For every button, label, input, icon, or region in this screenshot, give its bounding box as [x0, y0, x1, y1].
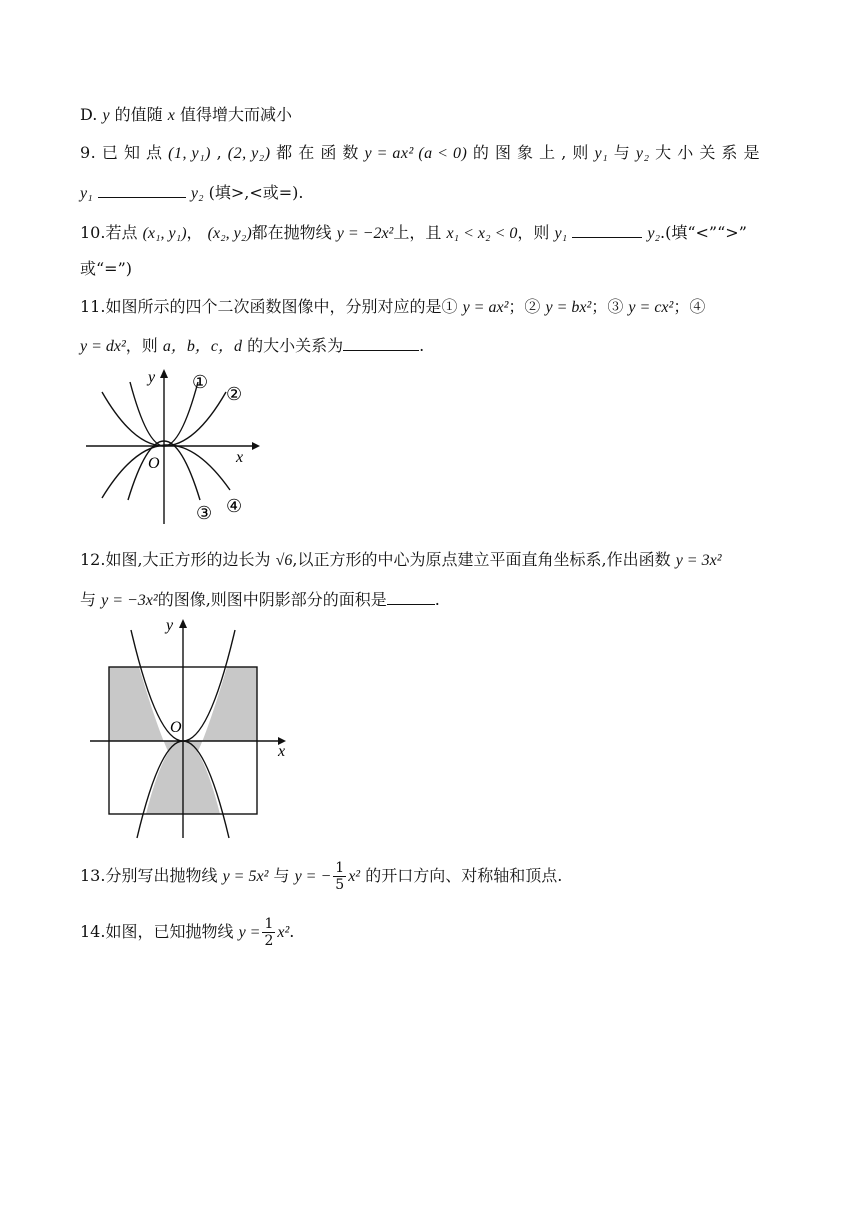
q9-line2-y1: y₁	[80, 185, 93, 202]
question-12-line2	[80, 588, 440, 611]
q11-f1: y = ax²	[462, 299, 509, 316]
q12-text3: 与	[80, 590, 97, 609]
fig12-origin-label: O	[170, 719, 182, 736]
q10-condition: x₁ < x₂ < 0	[446, 225, 518, 242]
q9-line2-y2: y₂	[190, 185, 204, 202]
q13-text3: 的开口方向、对称轴和顶点.	[365, 866, 563, 885]
q11-c2: ②	[524, 297, 541, 316]
q9-number: 9.	[80, 143, 97, 162]
q11-text1: 如图所示的四个二次函数图像中，分别对应的是	[105, 297, 442, 316]
fig12-axis-x-label: x	[278, 743, 286, 760]
fig11-curve-4	[102, 445, 230, 498]
fig11-label-1: ①	[192, 372, 209, 392]
q14-text1: 如图，已知抛物线	[105, 922, 234, 941]
q11-vars: a，b，c，d	[162, 338, 243, 355]
q10-function: y = −2x²	[336, 225, 394, 242]
fig11-axis-x-label: x	[236, 449, 244, 466]
fig11-label-3: ③	[196, 503, 213, 523]
q13-text2: 与	[273, 866, 290, 885]
q13-number: 13.	[80, 866, 106, 885]
q9-answer-blank[interactable]	[98, 181, 186, 198]
q9-y1: y₁	[594, 145, 609, 162]
question-14	[80, 916, 294, 949]
fig11-y-arrow	[160, 369, 168, 378]
option-d-label: D.	[80, 105, 98, 124]
q14-func-prefix: y =	[238, 924, 261, 941]
q13-func2-suffix: x²	[348, 868, 361, 885]
q9-point1: (1, y₁)	[168, 145, 211, 162]
q13-frac-den: 5	[335, 877, 345, 893]
q14-frac-num: 1	[264, 916, 274, 932]
q11-answer-blank[interactable]	[343, 334, 419, 351]
q12-func1: y = 3x²	[675, 552, 722, 569]
fig12-y-arrow	[179, 619, 187, 628]
q14-fraction	[262, 916, 275, 949]
q14-frac-den: 2	[264, 933, 274, 949]
q10-text4: ，则	[517, 223, 550, 242]
var-x: x	[167, 107, 175, 124]
q10-point1: (x₁, y₁)	[142, 225, 187, 242]
q9-point2: (2, y₂)	[227, 145, 271, 162]
q11-end: .	[419, 336, 425, 355]
option-d	[80, 105, 292, 126]
question-11-line1	[80, 297, 705, 318]
question-10-line2	[80, 259, 132, 279]
q11-c3: ③	[607, 297, 624, 316]
q11-text2: ，则	[125, 336, 158, 355]
q9-hint: (填>,<或=).	[208, 183, 304, 202]
q11-number: 11.	[80, 297, 106, 316]
q9-function: y = ax² (a < 0)	[364, 145, 468, 162]
q12-text1: 如图,大正方形的边长为	[105, 550, 271, 569]
question-11-line2	[80, 334, 424, 357]
q12-answer-blank[interactable]	[387, 588, 435, 605]
q10-hint1: .(填“<”“>”	[660, 223, 747, 242]
var-y: y	[102, 107, 110, 124]
question-10-line1	[80, 221, 747, 244]
q13-fraction	[333, 860, 346, 893]
fig11-origin-label: O	[148, 455, 160, 472]
fig11-axis-y-label: y	[148, 369, 156, 386]
q12-text4: 的图像,则图中阴影部分的面积是	[157, 590, 387, 609]
question-12-line1	[80, 550, 722, 571]
q10-y2: y₂	[647, 225, 661, 242]
q14-end: .	[289, 922, 295, 941]
q10-point2: (x₂, y₂)	[207, 225, 252, 242]
q9-text-end: 的 图 象 上 , 则	[472, 143, 589, 162]
q14-func-suffix: x²	[277, 924, 290, 941]
figure-11-parabolas	[84, 362, 264, 527]
option-d-text2: 值得增大而减小	[179, 105, 292, 124]
q11-text3: 的大小关系为	[247, 336, 344, 355]
question-13	[80, 860, 562, 893]
q10-text2: 都在抛物线	[251, 223, 332, 242]
q11-f4: y = dx²	[80, 338, 126, 355]
q12-func2: y = −3x²	[101, 592, 158, 609]
q11-f3: y = cx²	[628, 299, 674, 316]
q9-sep: ,	[216, 143, 223, 162]
question-9-line1	[80, 143, 760, 164]
q10-text3: 上，且	[393, 223, 442, 242]
q9-text-rel: 大 小 关 系 是	[655, 143, 760, 162]
q11-c1: ①	[441, 297, 458, 316]
figure-12-square	[86, 614, 300, 840]
question-9-line2	[80, 181, 304, 204]
option-d-text1: 的值随	[114, 105, 163, 124]
fig11-label-2: ②	[226, 384, 243, 404]
q10-y1: y₁	[554, 225, 568, 242]
q12-number: 12.	[80, 550, 106, 569]
fig11-x-arrow	[252, 442, 260, 450]
q13-text1: 分别写出抛物线	[105, 866, 218, 885]
fig12-axis-y-label: y	[166, 617, 174, 634]
q12-end: .	[434, 590, 440, 609]
q11-f2: y = bx²	[545, 299, 592, 316]
q9-y2: y₂	[635, 145, 650, 162]
q10-number: 10.	[80, 223, 106, 242]
q13-func2-prefix: y = −	[294, 868, 332, 885]
q11-sep1: ；	[508, 297, 525, 316]
q10-comma: ，	[186, 223, 203, 242]
q13-frac-num: 1	[335, 860, 345, 876]
q12-text2: ,以正方形的中心为原点建立平面直角坐标系,作出函数	[292, 550, 671, 569]
q11-sep3: ；	[673, 297, 690, 316]
fig11-label-4: ④	[226, 496, 243, 516]
q9-text-mid: 都 在 函 数	[276, 143, 359, 162]
q12-sqrt: √6	[275, 552, 293, 569]
q11-sep2: ；	[591, 297, 608, 316]
q13-func1: y = 5x²	[222, 868, 269, 885]
q10-hint2: 或“=”)	[80, 259, 133, 278]
q9-text-start: 已 知 点	[101, 143, 163, 162]
q9-yu: 与	[613, 143, 631, 162]
q10-answer-blank[interactable]	[572, 221, 642, 238]
q14-number: 14.	[80, 922, 106, 941]
q11-c4: ④	[689, 297, 706, 316]
q10-text1: 若点	[105, 223, 138, 242]
